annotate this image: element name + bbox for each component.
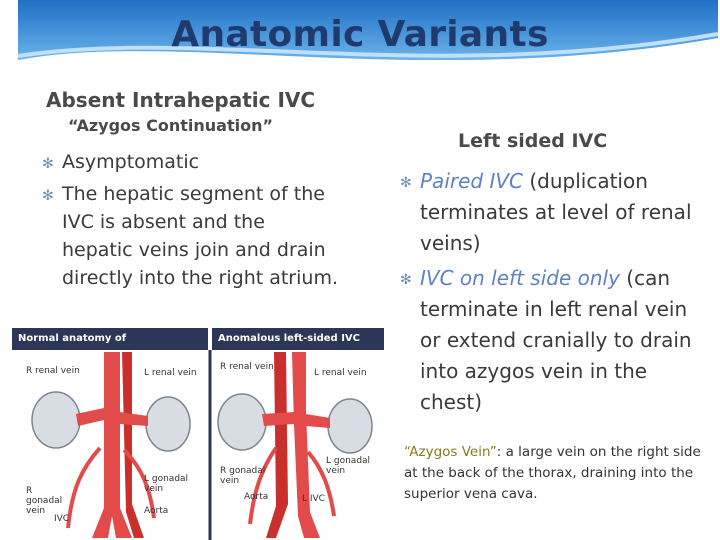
asterisk-bullet-icon: ✻ (42, 156, 54, 172)
page-title: Anatomic Variants (171, 14, 549, 55)
label-r-renal-vein: R renal vein (220, 362, 274, 372)
bullet-text: (can terminate in left renal vein or extend cranially to drain into azygos vein in the chest) (420, 266, 692, 414)
note-definition: : a large vein on the right side at the back of the thorax, draining into the superior vena cava. (404, 444, 701, 502)
anatomy-figure (12, 328, 384, 540)
label-l-gonadal-vein: L gonadal vein (144, 474, 189, 494)
left-bullet-list (40, 148, 340, 296)
label-ivc: IVC (54, 514, 70, 524)
asterisk-bullet-icon: ✻ (400, 272, 412, 288)
figure-panel-title-anomalous: Anomalous left-sided IVC (212, 328, 384, 350)
label-l-renal-vein: L renal vein (314, 368, 367, 378)
list-item (398, 166, 698, 259)
bullet-text: (duplication terminates at level of renal veins) (420, 169, 692, 255)
label-r-gonadal-vein: R gonadal vein (220, 466, 266, 486)
left-section-heading: Absent Intrahepatic IVC (46, 88, 316, 112)
right-section-heading: Left sided IVC (458, 130, 608, 152)
list-item (40, 148, 340, 176)
label-aorta: Aorta (144, 506, 169, 516)
label-l-gonadal-vein: L gonadal vein (326, 456, 371, 476)
list-item (40, 180, 340, 292)
bullet-highlight: IVC on left side only (420, 266, 620, 290)
note-term: “Azygos Vein” (404, 444, 497, 460)
label-r-gonadal-vein: R gonadal vein (26, 486, 63, 516)
right-bullet-list (398, 166, 698, 422)
label-l-ivc: L IVC (302, 494, 325, 504)
asterisk-bullet-icon: ✻ (42, 188, 54, 204)
list-item (398, 263, 698, 418)
bullet-highlight: Paired IVC (420, 169, 523, 193)
bullet-text: The hepatic segment of the IVC is absent and the hepatic veins join and drain directly into the right atrium. (62, 183, 338, 289)
azygos-definition-note (404, 442, 716, 505)
label-r-renal-vein: R renal vein (26, 366, 80, 376)
left-section-subheading: “Azygos Continuation” (68, 116, 273, 135)
figure-panel-title-normal: Normal anatomy of (12, 328, 208, 350)
bullet-text: Asymptomatic (62, 151, 200, 173)
label-aorta: Aorta (244, 492, 269, 502)
anomalous-anatomy-drawing (218, 352, 372, 538)
label-l-renal-vein: L renal vein (144, 368, 197, 378)
asterisk-bullet-icon: ✻ (400, 175, 412, 191)
